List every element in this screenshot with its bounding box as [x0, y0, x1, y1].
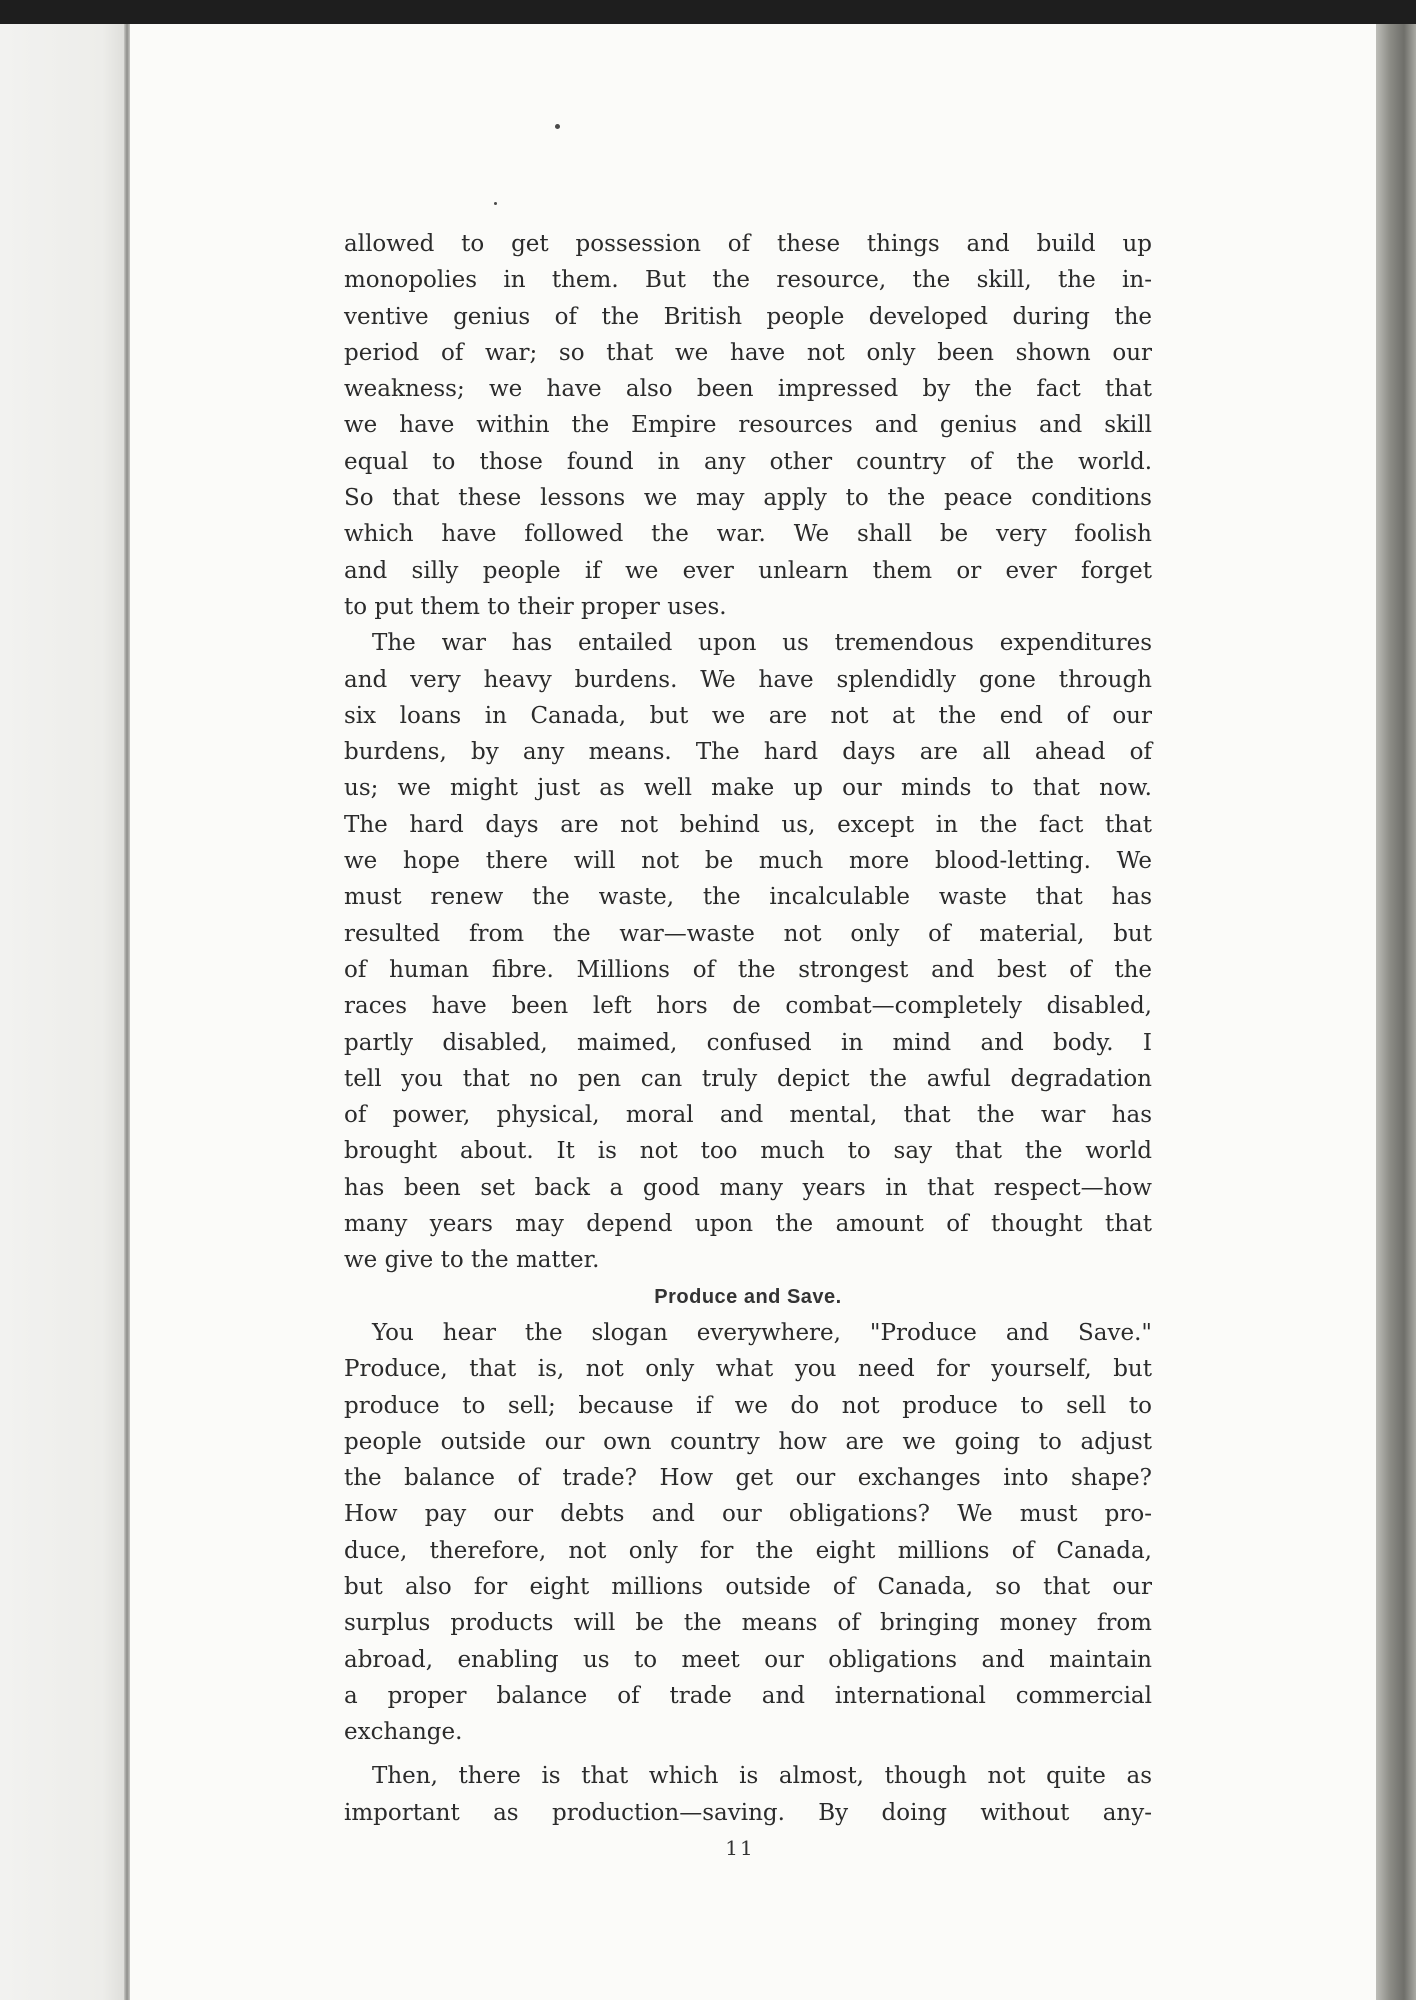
text-line: we have within the Empire resources and genius and skill — [344, 412, 1152, 439]
text-line: exchange. — [344, 1719, 463, 1746]
page-number: 11 — [725, 1836, 755, 1860]
text-line: which have followed the war. We shall be very foolish — [344, 521, 1152, 548]
text-line: ventive genius of the British people developed during the — [344, 303, 1152, 330]
text-line: us; we might just as well make up our minds to that now. — [344, 775, 1152, 802]
text-line: important as production—saving. By doing without any- — [344, 1799, 1152, 1826]
text-line: must renew the waste, the incalculable waste that has — [344, 884, 1152, 911]
text-line: abroad, enabling us to meet our obligations and maintain — [344, 1646, 1152, 1673]
text-line: of power, physical, moral and mental, that the war has — [344, 1102, 1152, 1129]
text-line: to put them to their proper uses. — [344, 593, 727, 620]
text-line: equal to those found in any other country of the world. — [344, 448, 1152, 475]
paragraph-gap — [344, 1750, 1152, 1758]
text-line: the balance of trade? How get our exchanges into shape? — [344, 1465, 1152, 1492]
text-line: Then, there is that which is almost, though not quite as — [372, 1763, 1152, 1790]
scan-top-border — [0, 0, 1416, 24]
text-line: The hard days are not behind us, except in the fact that — [344, 811, 1152, 838]
text-line: we hope there will not be much more blood-letting. We — [344, 848, 1152, 875]
text-line: people outside our own country how are we going to adjust — [344, 1428, 1152, 1455]
text-line: weakness; we have also been impressed by the fact that — [344, 376, 1152, 403]
text-line: six loans in Canada, but we are not at the end of our — [344, 702, 1152, 729]
text-line: partly disabled, maimed, confused in mind and body. I — [344, 1029, 1152, 1056]
text-line: How pay our debts and our obligations? We must pro- — [344, 1501, 1152, 1528]
text-line: duce, therefore, not only for the eight millions of Canada, — [344, 1537, 1152, 1564]
text-line: we give to the matter. — [344, 1247, 600, 1274]
speck — [494, 202, 497, 205]
text-line: a proper balance of trade and international commercial — [344, 1682, 1152, 1709]
text-line: So that these lessons we may apply to the peace conditions — [344, 485, 1152, 512]
text-line: tell you that no pen can truly depict the awful degradation — [344, 1065, 1152, 1092]
facing-page-edge — [0, 24, 128, 2000]
text-line: races have been left hors de combat—completely disabled, — [344, 993, 1152, 1020]
text-line: produce to sell; because if we do not produce to sell to — [344, 1392, 1152, 1419]
text-line: and silly people if we ever unlearn them or ever forget — [344, 557, 1152, 584]
text-line: surplus products will be the means of bringing money from — [344, 1610, 1152, 1637]
text-line: and very heavy burdens. We have splendidly gone through — [344, 666, 1152, 693]
text-line: The war has entailed upon us tremendous expenditures — [372, 630, 1152, 657]
text-line: period of war; so that we have not only been shown our — [344, 339, 1152, 366]
text-line: You hear the slogan everywhere, "Produce and Save." — [372, 1319, 1152, 1346]
text-line: but also for eight millions outside of Canada, so that our — [344, 1573, 1152, 1600]
scan-right-border — [1376, 24, 1416, 2000]
text-line: of human fibre. Millions of the strongest and best of the — [344, 956, 1152, 983]
text-line: has been set back a good many years in that respect—how — [344, 1174, 1152, 1201]
body-text — [344, 226, 1152, 1831]
speck — [555, 124, 560, 129]
text-line: brought about. It is not too much to say that the world — [344, 1138, 1152, 1165]
text-line: allowed to get possession of these things and build up — [344, 231, 1152, 257]
text-line: burdens, by any means. The hard days are all ahead of — [344, 739, 1152, 766]
text-line: Produce, that is, not only what you need for yourself, but — [344, 1356, 1152, 1383]
text-line: many years may depend upon the amount of thought that — [344, 1211, 1152, 1238]
text-line: monopolies in them. But the resource, the skill, the in- — [344, 267, 1152, 294]
section-heading: Produce and Save. — [654, 1285, 842, 1308]
text-line: resulted from the war—waste not only of material, but — [344, 920, 1152, 947]
